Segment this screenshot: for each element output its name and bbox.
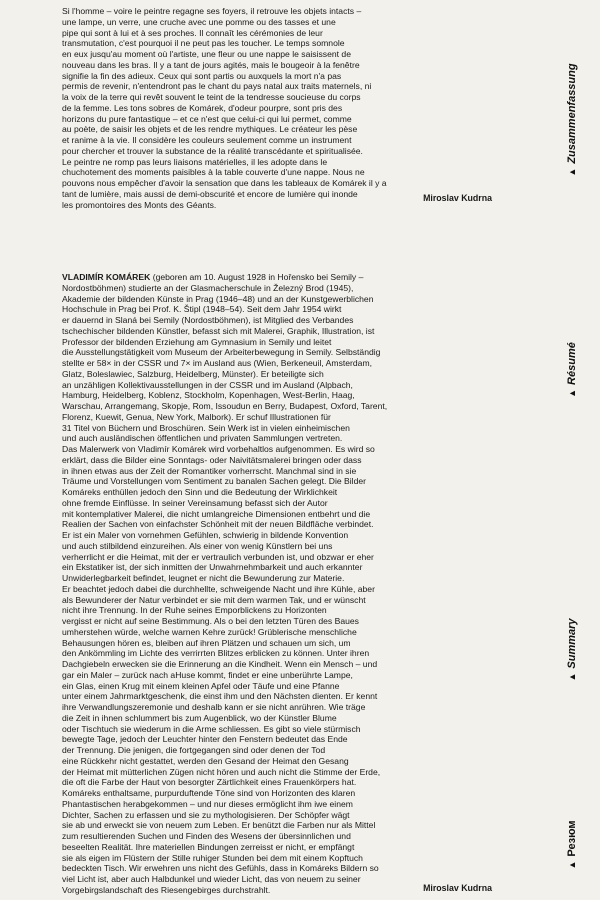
text-line: sie ab und erweckt sie von neuem zum Leben. Er benützt die Farben nur als Mittel: [62, 820, 376, 831]
text-line: die Ausstellungstätigkeit vom Museum der Arbeiterbewegung in Semily. Selbständig: [62, 347, 381, 358]
text-line: Dachgiebeln erwecken sie die Erinnerung an die Kindheit. Wenn ein Mensch – und: [62, 659, 378, 669]
text-line: in ihnen etwas aus der Zeit der Romantiker vorherrscht. Manchmal sind in sie: [62, 465, 357, 476]
text-line: Florenz, Kuewit, Genua, New York, Malbork). Er schuf Illustrationen für: [62, 411, 331, 422]
text-line: et ranime à la vie. Il considère les couleurs seulement comme un instrument: [62, 135, 352, 145]
text-line: Hamburg, Heidelberg, Koblenz, Stockholm, Kopenhagen, West-Berlin, Haag,: [62, 390, 355, 401]
triangle-marker-icon: ▲: [567, 167, 577, 177]
text-line: Si l'homme – voire le peintre regagne ses foyers, il retrouve les objets intacts –: [62, 6, 362, 16]
text-line: stellte er 58× in der CSSR und 7× im Ausland aus (Wien, Berkeneuil, Amsterdam,: [62, 358, 373, 368]
french-summary-block: [62, 6, 540, 210]
text-line: la voix de la terre qui revêt souvent le teint de la tendresse soucieuse du corps: [62, 92, 361, 102]
text-line: nicht ihre Trennung. In der Ruhe seines Emporblickens zu Horizonten: [62, 605, 327, 616]
side-label-text: Zusammenfassung: [566, 63, 578, 164]
text-line: viel Licht ist, aber auch Halbdunkel und wieder Licht, das von neuem zu seiner: [62, 874, 361, 884]
text-line: pour chercher et trouver la substance de la réalité transcédante et spiritualisée.: [62, 145, 363, 156]
german-summary-text: [62, 272, 540, 896]
text-line: Komáreks enthaltsame, purpurduftende Töne sind von Horizonten des klaren: [62, 788, 356, 798]
text-line: verherrlicht er die Heimat, mit der er vertraulich verbunden ist, und obzwar er eher: [62, 551, 374, 562]
text-line: zum resultierenden Suchen und Finden des Wesens der übersinnlichen und: [62, 831, 351, 841]
side-label-text: Summary: [566, 618, 578, 669]
text-line: der Trennung. Die jenigen, die fortgegangen sind oder denen der Tod: [62, 745, 326, 755]
text-line: VLADIMÍR KOMÁREK (geboren am 10. August 1928 in Hořensko bei Semily –: [62, 272, 364, 282]
text-line: Er beachtet jedoch dabei die durchhellte, schweigende Nacht und ihre Kühle, aber: [62, 583, 375, 594]
text-line: pouvons nous empêcher d'avoir la sensation que dans les tableaux de Komárek il y a: [62, 178, 387, 188]
text-line: les promontoires des Monts des Géants.: [62, 199, 217, 210]
text-line: der Heimat mit mütterlichen Zügen nicht hören und auch nicht die Stimme der Erde,: [62, 766, 381, 777]
side-label-summary: [560, 600, 584, 700]
text-line: gar ein Maler – zurück nach aHuse kommt, findet er eine unberührte Lampe,: [62, 669, 353, 680]
text-line: Phantastischen herabgekommen – und nur dieses ermöglicht ihm iwe einem: [62, 798, 353, 809]
text-line: die oft die Farbe der Haut von besorgter Zärtlichkeit eines Frauenkörpers hat.: [62, 777, 357, 788]
text-line: beseelten Realität. Ihre materiellen Bindungen zerreisst er nicht, er empfängt: [62, 841, 355, 852]
triangle-marker-icon: ▲: [567, 388, 577, 398]
text-line: bedeckten Tisch. Wir erwehren uns nicht des Gefühls, dass in Komáreks Bildern so: [62, 863, 379, 874]
french-signature: Miroslav Kudrna: [423, 193, 492, 203]
text-line: unter einem Jahrmarktgeschenk, die einst ihm und den Nächsten dienten. Er kennt: [62, 691, 378, 702]
text-line: als Bewunderer der Natur verbindet er sie mit dem warmen Tak, und er wünscht: [62, 594, 366, 605]
text-line: horizons du pure fantastique – et ce n'est que celui-ci qui lui permet, comme: [62, 113, 352, 124]
artist-name-heading: VLADIMÍR KOMÁREK: [62, 272, 151, 282]
text-line: nouveau dans les bras. Il y a tant de jours agités, mais le bougeoir à la fenêtre: [62, 59, 360, 70]
triangle-marker-icon: ▲: [567, 672, 577, 682]
text-line: und auch ausländischen öffentlichen und privaten Sammlungen vertreten.: [62, 433, 343, 444]
text-line: signifie la fin des adieux. Ceux qui sont partis ou auxquels la mort n'a pas: [62, 70, 342, 81]
text-line: Das Malerwerk von Vladimír Komárek wird vorbehaltlos aufgenommen. Es wird so: [62, 444, 375, 454]
text-line: en eux jusqu'au moment où l'artiste, une fleur ou une nappe le saisissent de: [62, 49, 351, 59]
text-line: und auch stilbildend einzureihen. Als einer von wenig Künstlern bei uns: [62, 540, 333, 551]
text-line: Akademie der bildenden Künste in Prag (1946–48) und an der Kunstgewerblichen: [62, 293, 374, 304]
text-line: Realien der Sachen von einfachster Schönheit mit der neuen Bildfläche verbindet.: [62, 519, 374, 530]
text-line: vergisst er nicht auf seine Bestimmung. Als o bei den letzten Türen des Baues: [62, 616, 359, 626]
text-line: sie als eigen im Flüstern der Stille ruhiger Stunden bei dem mit einem Kopftuch: [62, 852, 363, 863]
text-line: Hochschule in Prag bei Prof. K. Štipl (1948–54). Seit dem Jahr 1954 wirkt: [62, 304, 342, 315]
text-line: oder Tischtuch sie wiederum in die Arme schliessen. Es gibt so viele stürmisch: [62, 723, 361, 734]
text-line: die Zeit in ihnen schlummert bis zum Augenblick, wo der Künstler Blume: [62, 712, 337, 723]
text-line: erklärt, dass die Bilder eine Sonntags- oder Naivitätsmalerei bringen oder dass: [62, 454, 362, 465]
text-line: Unwiderlegbarkeit befindet, leugnet er nicht die Bewunderung zur Materie.: [62, 573, 345, 583]
text-line: Warschau, Arrangemang, Skopje, Rom, Issoudun en Berry, Budapest, Oxford, Tarent,: [62, 401, 388, 411]
french-summary-text: [62, 6, 540, 210]
text-line: Behausungen hören es, bleiben auf ihren Plätzen und schauen um sich, um: [62, 637, 351, 648]
text-line: mit kontemplativer Malerei, die nicht umlangreiche Dimensionen entbehrt und die: [62, 508, 371, 519]
side-label-text: Резюм: [566, 820, 578, 857]
text-line: Dichter, Sachen zu erfassen und sie zu mythologisieren. Der Schöpfer wägt: [62, 809, 350, 820]
side-label-text: Résumé: [566, 342, 578, 385]
text-line: chuchotement des moments paisibles à la table couverte d'une nappe. Nous ne: [62, 167, 365, 178]
text-line: Professor der bildenden Erziehung am Gymnasium in Semily und leitet: [62, 336, 332, 347]
text-line: er dauernd in Slaná bei Semily (Nordostböhmen), ist Mitglied des Verbandes: [62, 315, 354, 325]
text-line: ein Glas, einen Krug mit einem kleinen Apfel oder Täufe und eine Pfanne: [62, 680, 340, 691]
side-label-rezyume: [560, 810, 584, 880]
text-line: Er ist ein Maler von vornehmen Gefühlen, schwierig in bildende Konvention: [62, 530, 349, 540]
german-signature: Miroslav Kudrna: [423, 883, 492, 893]
text-line: ihre Verwandlungszeremonie und deshalb kann er sie nicht anrühren. Wie träge: [62, 702, 366, 712]
text-line: 31 Titel von Büchern und Broschüren. Sein Werk ist in vielen einheimischen: [62, 422, 350, 433]
text-line: eine Rückkehr nicht gestattet, werden den Gesand der Heimat den Gesang: [62, 755, 349, 766]
text-line: tant de lumière, mais aussi de demi-obscurité et encore de lumière qui inonde: [62, 188, 358, 199]
text-line: de la femme. Les tons sobres de Komárek, d'odeur pourpre, sont pris des: [62, 102, 343, 113]
german-summary-block: [62, 272, 540, 896]
text-line: au poète, de saisir les objets et de les rendre mythiques. Le créateur les pèse: [62, 124, 358, 135]
triangle-marker-icon: ▲: [567, 860, 577, 870]
text-line: bewegte Tage, jedoch der Leuchter hinter den Fenstern bedeutet das Ende: [62, 734, 348, 745]
text-line: Le peintre ne romp pas leurs liaisons matérielles, il les adopte dans le: [62, 156, 328, 167]
side-label-resume: [560, 325, 584, 415]
text-line: transmutation, c'est pourquoi il ne peut pas les toucher. Le temps somnole: [62, 38, 345, 49]
text-line: umherstehen würde, welche warnen Kehre zurück! Grüblerische menschliche: [62, 626, 357, 637]
text-line: ein Ekstatiker ist, der sich inmitten der Unwahrnehmbarkeit und auch erkannter: [62, 562, 363, 573]
text-line: Glatz, Boleslawiec, Salzburg, Heidelberg, Münster). Er beteiligte sich: [62, 368, 324, 379]
text-line: Vorgebirgslandschaft des Riesengebirges durchstrahlt.: [62, 884, 271, 895]
text-line: permis de revenir, n'entendront pas le chant du pays natal aux traits maternels, ni: [62, 81, 372, 92]
text-line: pipe qui sont à lui et à ses proches. Il connaît les cérémonies de leur: [62, 27, 323, 38]
text-line: ohne fremde Einflüsse. In seiner Vereinsamung befasst sich der Autor: [62, 497, 328, 508]
text-line: Nordostböhmen) studierte an der Glasmacherschule in Železný Brod (1945),: [62, 282, 354, 293]
text-line: Komáreks enthüllen jedoch den Sinn und die Bedeutung der Wirklichkeit: [62, 487, 338, 497]
text-line: une lampe, un verre, une cruche avec une pomme ou des tasses et une: [62, 16, 336, 27]
side-label-zusammenfassung: [560, 30, 584, 210]
text-line: an unzähligen Kollektivausstellungen in der CSSR und im Ausland (Alpbach,: [62, 379, 353, 390]
text-line: den Ankömmling im Lichte des verrirrten Blitzes erblicken zu können. Unter ihren: [62, 648, 370, 659]
text-line: tschechischer bildenden Künstler, befasst sich mit Malerei, Graphik, Illustration, ist: [62, 325, 375, 336]
text-line: Träume und Vorstellungen vom Sentiment zu banalen Sachen gelegt. Die Bilder: [62, 476, 366, 487]
